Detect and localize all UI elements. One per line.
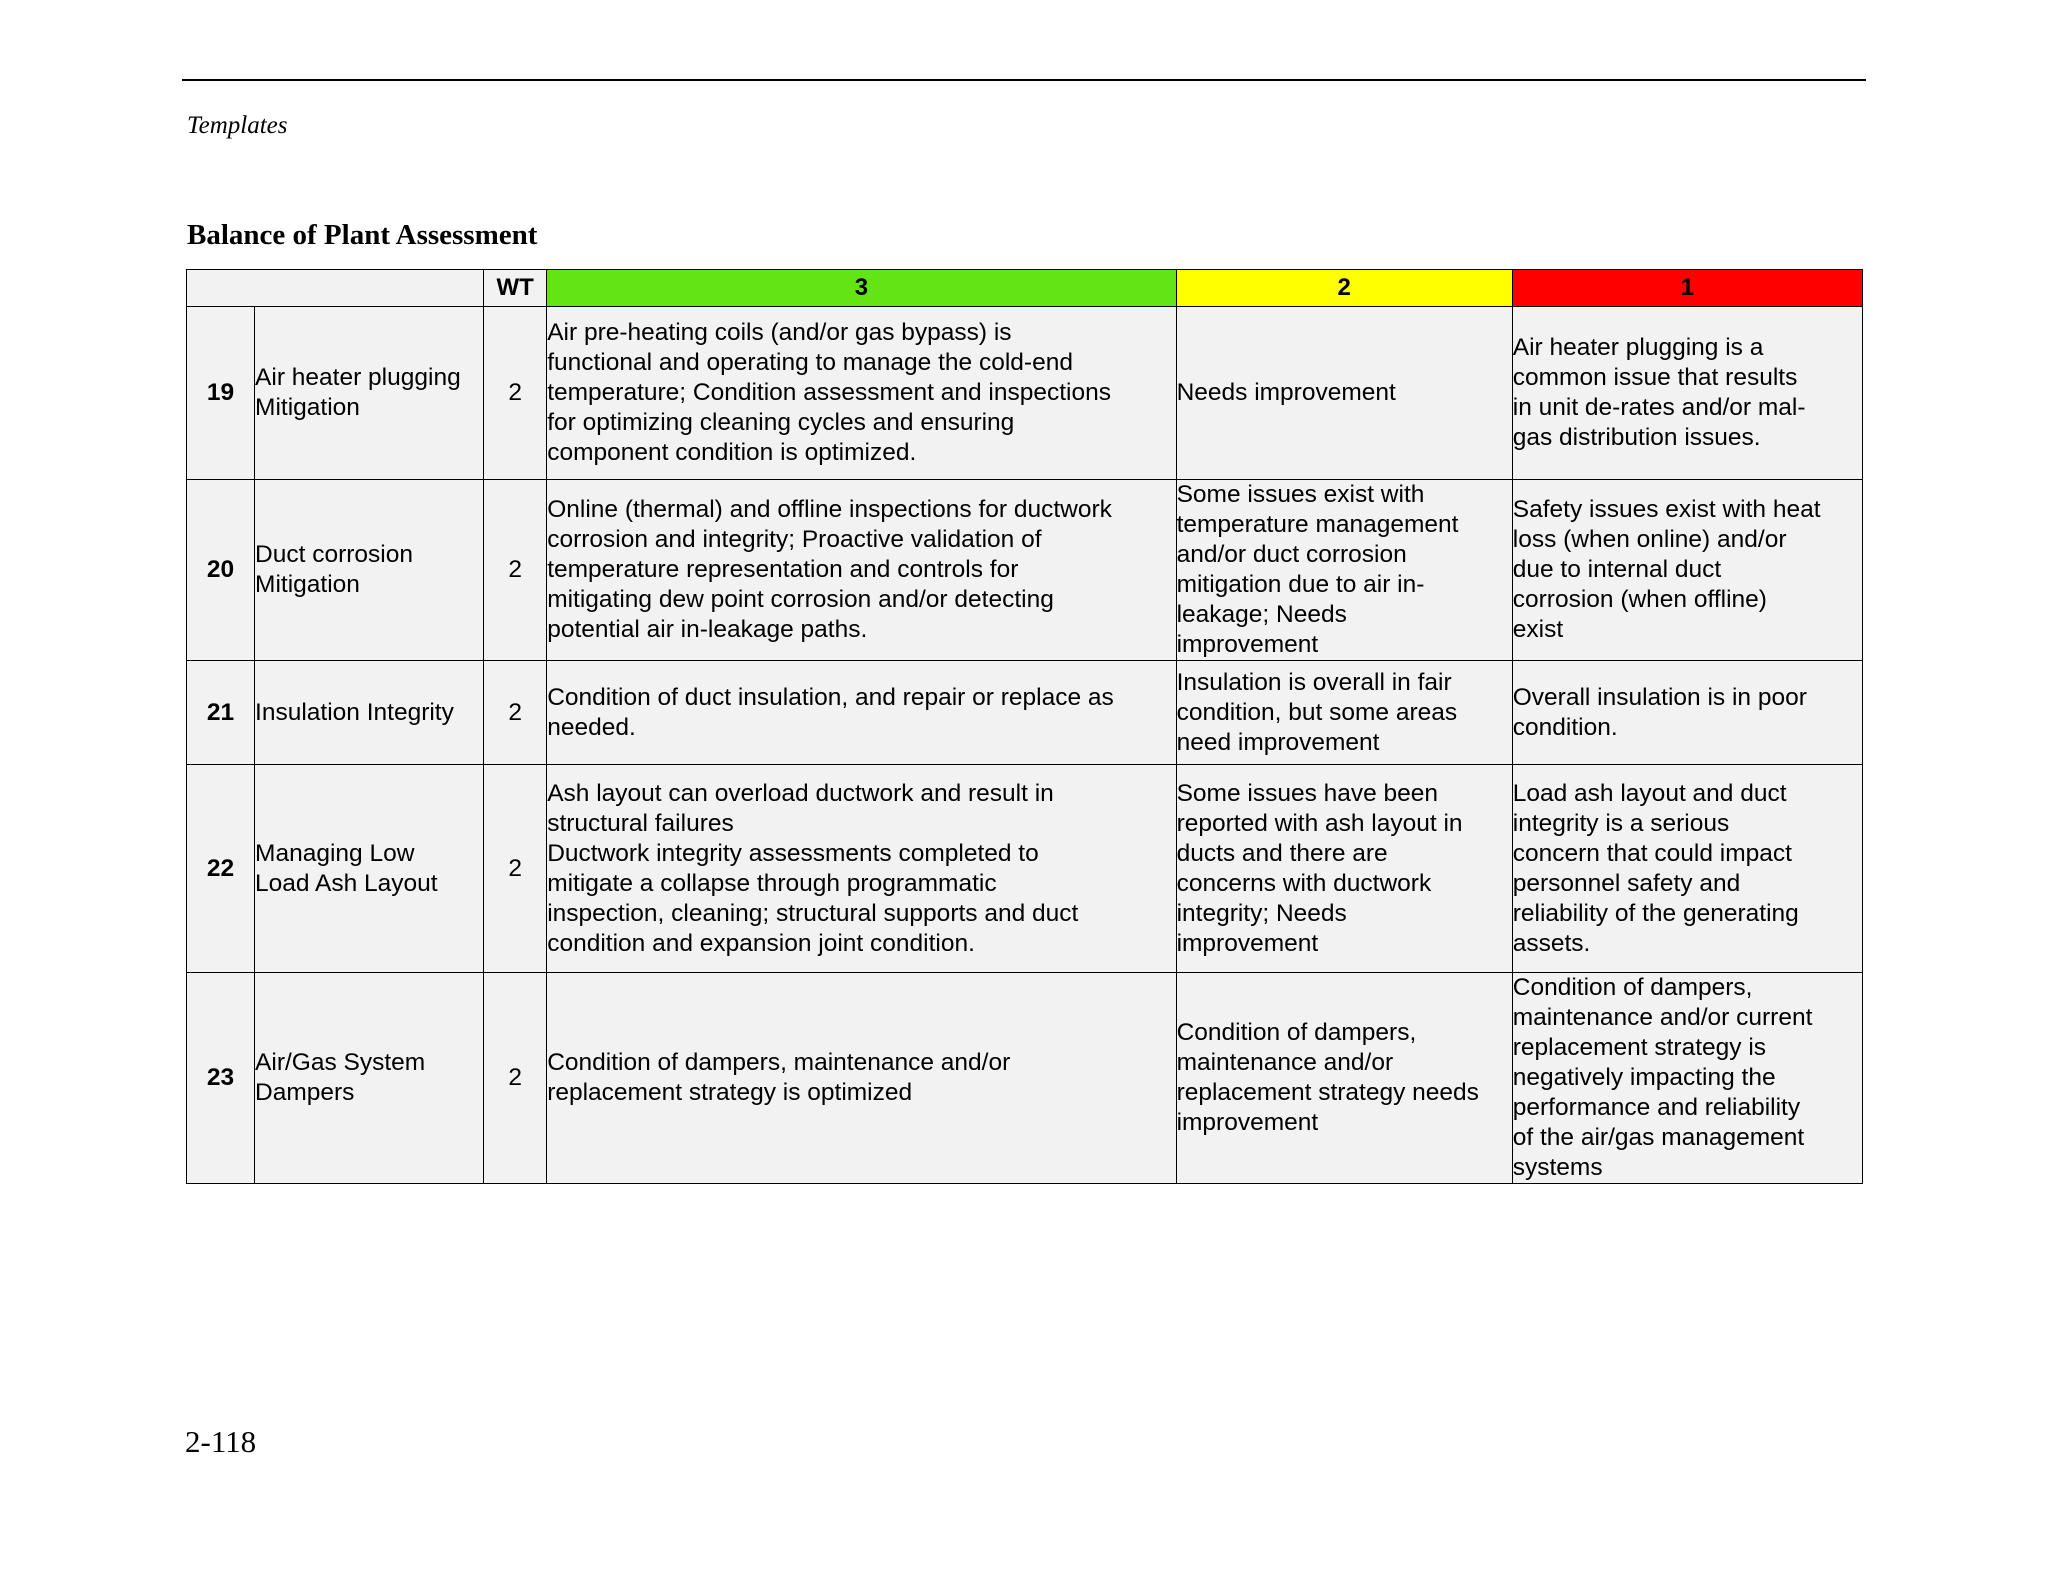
row-score-1-text: Safety issues exist with heat loss (when online) and/or due to internal duct corrosion (when offline) exist [1512,480,1862,661]
row-score-2-text: Condition of dampers, maintenance and/or replacement strategy needs improvement [1176,973,1512,1184]
row-score-3-text: Air pre-heating coils (and/or gas bypass) is functional and operating to manage the cold-end temperature; Condition assessment and inspections for optimizing cleaning cycles and ensuring component condition is optimized. [547,307,1176,480]
row-score-2-text: Insulation is overall in fair condition, but some areas need improvement [1176,661,1512,765]
table-row [187,661,1863,765]
row-weight: 2 [484,307,547,480]
assessment-table [186,269,1863,1184]
row-weight: 2 [484,661,547,765]
row-weight: 2 [484,765,547,973]
table-row [187,480,1863,661]
header-score-3: 3 [547,270,1176,307]
row-number: 20 [187,480,255,661]
row-item: Air/Gas System Dampers [255,973,484,1184]
row-score-2-text: Needs improvement [1176,307,1512,480]
row-number: 22 [187,765,255,973]
row-score-1-text: Condition of dampers, maintenance and/or current replacement strategy is negatively impacting the performance and reliability of the air/gas management systems [1512,973,1862,1184]
header-score-1: 1 [1512,270,1862,307]
row-score-3-text: Condition of duct insulation, and repair or replace as needed. [547,661,1176,765]
header-blank-cell [187,270,484,307]
row-item: Managing Low Load Ash Layout [255,765,484,973]
row-score-3-text: Online (thermal) and offline inspections for ductwork corrosion and integrity; Proactive validation of temperature representation and controls for mitigating dew point corrosion and/or detecting potential air in-leakage paths. [547,480,1176,661]
row-number: 21 [187,661,255,765]
row-score-2-text: Some issues have been reported with ash layout in ducts and there are concerns with ductwork integrity; Needs improvement [1176,765,1512,973]
page-number: 2-118 [185,1424,257,1459]
row-score-1-text: Air heater plugging is a common issue that results in unit de-rates and/or mal- gas distribution issues. [1512,307,1862,480]
row-score-3-text: Condition of dampers, maintenance and/or replacement strategy is optimized [547,973,1176,1184]
row-score-1-text: Overall insulation is in poor condition. [1512,661,1862,765]
row-score-1-text: Load ash layout and duct integrity is a serious concern that could impact personnel safety and reliability of the generating assets. [1512,765,1862,973]
row-weight: 2 [484,973,547,1184]
table-row [187,765,1863,973]
table-row [187,307,1863,480]
header-weight: WT [484,270,547,307]
row-item: Air heater plugging Mitigation [255,307,484,480]
table-row [187,973,1863,1184]
row-score-2-text: Some issues exist with temperature management and/or duct corrosion mitigation due to air in- leakage; Needs improvement [1176,480,1512,661]
row-number: 23 [187,973,255,1184]
header-rule [182,79,1866,81]
row-item: Duct corrosion Mitigation [255,480,484,661]
running-header: Templates [187,112,288,139]
row-score-3-text: Ash layout can overload ductwork and result in structural failures Ductwork integrity assessments completed to mitigate a collapse through programmatic inspection, cleaning; structural supports and duct condition and expansion joint condition. [547,765,1176,973]
row-item: Insulation Integrity [255,661,484,765]
row-weight: 2 [484,480,547,661]
header-score-2: 2 [1176,270,1512,307]
section-title: Balance of Plant Assessment [187,219,538,251]
table-header-row [187,270,1863,307]
row-number: 19 [187,307,255,480]
